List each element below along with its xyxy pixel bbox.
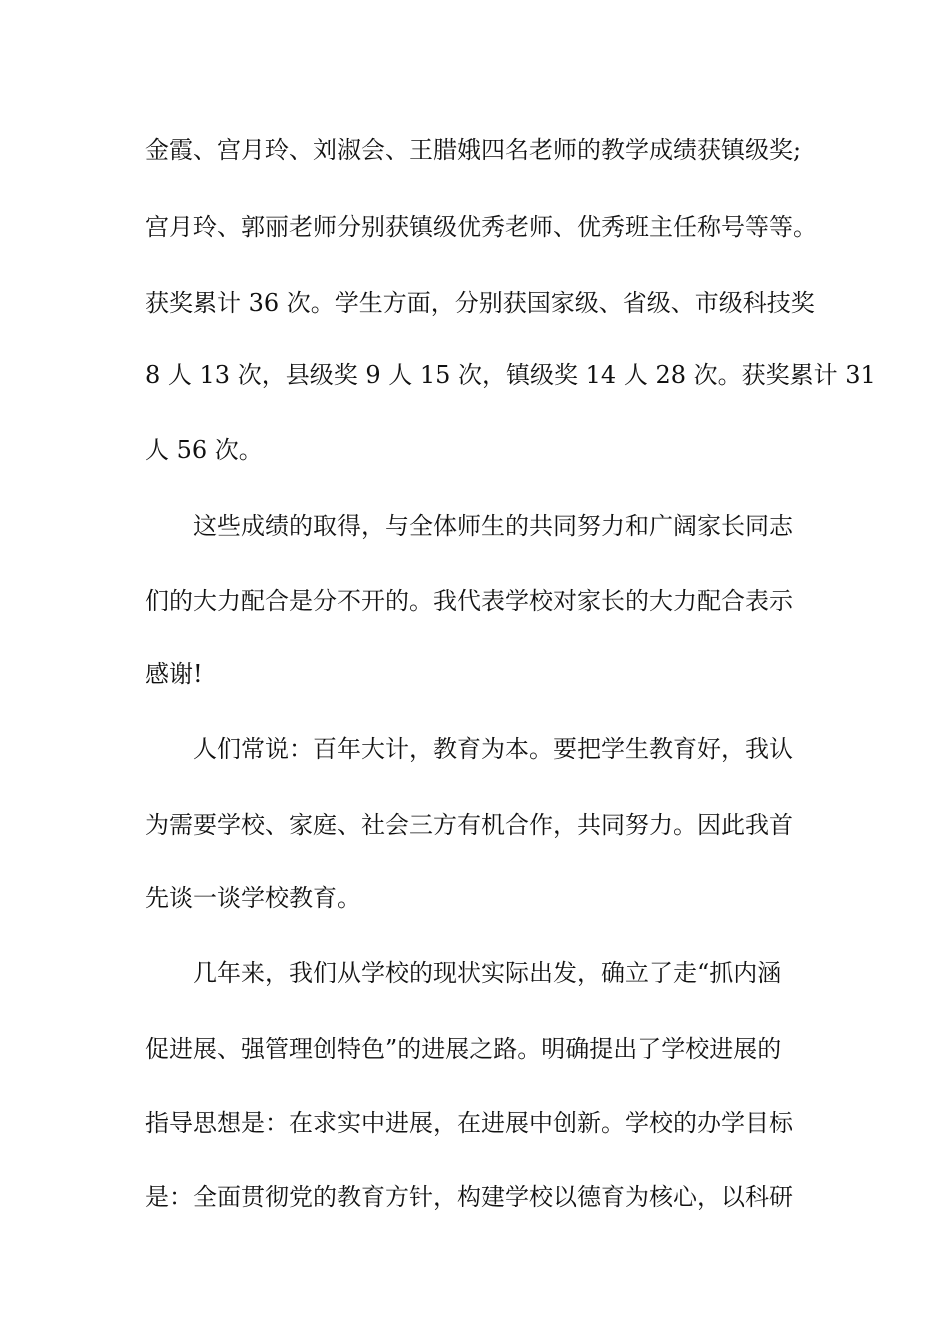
text-line: 们的大力配合是分不开的。我代表学校对家长的大力配合表示 [145,587,793,615]
text-line: 先谈一谈学校教育。 [145,884,361,912]
paragraph-first-line: 人们常说：百年大计，教育为本。要把学生教育好，我认 [193,735,793,763]
text-line: 为需要学校、家庭、社会三方有机合作，共同努力。因此我首 [145,811,793,839]
text-line: 宫月玲、郭丽老师分别获镇级优秀老师、优秀班主任称号等等。 [145,213,817,241]
text-line: 人 56 次。 [145,436,263,464]
text-line: 金霞、宫月玲、刘淑会、王腊娥四名老师的教学成绩获镇级奖; [145,136,802,164]
text-line: 促进展、强管理创特色”的进展之路。明确提出了学校进展的 [145,1035,782,1063]
text-line: 指导思想是：在求实中进展，在进展中创新。学校的办学目标 [145,1109,793,1137]
text-line: 是：全面贯彻党的教育方针，构建学校以德育为核心，以科研 [145,1183,793,1211]
text-line: 8 人 13 次，县级奖 9 人 15 次，镇级奖 14 人 28 次。获奖累计 31 [145,361,876,389]
paragraph-first-line: 这些成绩的取得，与全体师生的共同努力和广阔家长同志 [193,512,793,540]
text-line: 感谢! [145,660,203,688]
text-line: 获奖累计 36 次。学生方面，分别获国家级、省级、市级科技奖 [145,289,815,317]
paragraph-first-line: 几年来，我们从学校的现状实际出发，确立了走“抓内涵 [193,959,782,987]
